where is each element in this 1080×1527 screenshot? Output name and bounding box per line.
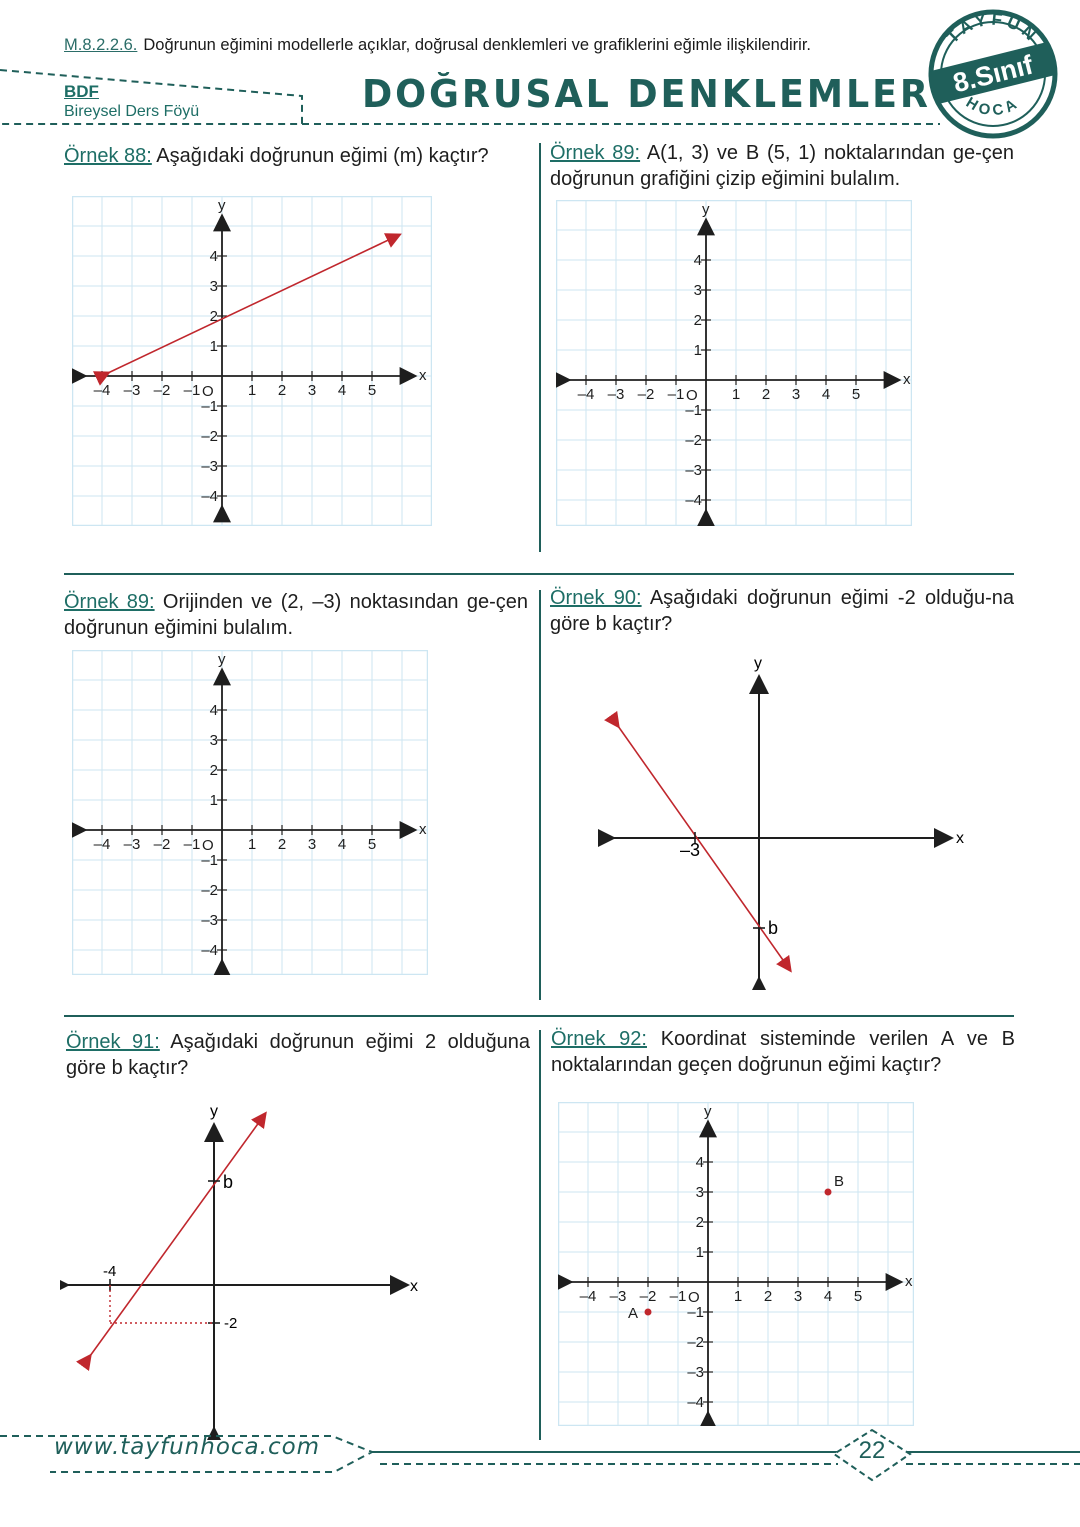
point-b (825, 1189, 832, 1196)
x-axis-label: x (905, 1273, 913, 1290)
y-axis-label: y (704, 1103, 712, 1120)
x-tick-label: 1 (247, 836, 257, 853)
question-91 (66, 1029, 530, 1081)
y-tick-label: 4 (209, 248, 218, 265)
x-axis-label: x (903, 371, 911, 388)
y-tick-label: –3 (201, 458, 218, 475)
x-tick-label: 4 (823, 1288, 833, 1305)
x-tick-label: 2 (277, 836, 287, 853)
x-tick-label: –4 (577, 386, 595, 403)
y-tick-label: –2 (685, 432, 702, 449)
x-axis-label: x (410, 1278, 418, 1295)
y-tick-label: –3 (687, 1364, 704, 1381)
x-tick-label: –2 (153, 836, 171, 853)
objective-text: Doğrunun eğimini modellerle açıklar, doğrusal denklemleri ve grafiklerini eğimle ilişkilendirir. (143, 36, 812, 54)
objective-code: M.8.2.2.6. (64, 36, 138, 54)
grid-border (73, 651, 428, 975)
y-tick-label: 4 (695, 1154, 704, 1171)
question-91-text: Aşağıdaki doğrunun eğimi 2 olduğuna göre b kaçtır? (66, 1031, 530, 1079)
x-tick-label: –1 (183, 382, 201, 399)
y-tick-label: 4 (693, 252, 702, 269)
y-axis-label: y (218, 651, 226, 668)
graph-91 (60, 1100, 440, 1440)
y-tick-label: 2 (209, 762, 218, 779)
y-tick-label: 3 (693, 282, 702, 299)
y-mark-label: -2 (224, 1315, 238, 1332)
x-tick-label: 2 (763, 1288, 773, 1305)
y-tick-label: –2 (201, 428, 218, 445)
doc-type-full: Bireysel Ders Föyü (64, 103, 200, 120)
y-tick-label: –2 (201, 882, 218, 899)
question-91-label: Örnek 91: (66, 1031, 160, 1053)
x-tick-label: –2 (639, 1288, 657, 1305)
x-tick-label: –4 (579, 1288, 597, 1305)
question-90 (550, 585, 1014, 637)
question-89a-text: A(1, 3) ve B (5, 1) noktalarından ge-çen doğrunun grafiğini çizip eğimini bulalım. (550, 142, 1014, 190)
x-tick-label: –4 (93, 382, 111, 399)
y-tick-label: 3 (695, 1184, 704, 1201)
x-tick-label: 5 (367, 382, 377, 399)
y-tick-label: 1 (209, 792, 218, 809)
x-tick-label: –2 (153, 382, 171, 399)
y-tick-label: –4 (201, 942, 218, 959)
y-axis-label: y (754, 655, 762, 672)
question-92-label: Örnek 92: (551, 1028, 647, 1050)
x-tick-label: 4 (337, 836, 347, 853)
y-tick-label: –1 (201, 852, 218, 869)
question-92-text: Koordinat sisteminde verilen A ve B noktalarından geçen doğrunun eğimi kaçtır? (551, 1028, 1015, 1076)
y-tick-label: 2 (209, 308, 218, 325)
question-88-text: Aşağıdaki doğrunun eğimi (m) kaçtır? (151, 145, 489, 167)
graph-92 (558, 1102, 914, 1426)
y-tick-label: –2 (687, 1334, 704, 1351)
question-89a (550, 140, 1014, 192)
grid-border (559, 1103, 914, 1426)
x-tick-label: 1 (247, 382, 257, 399)
origin-label: O (202, 837, 214, 854)
graph-90-line (618, 726, 790, 970)
doc-type: BDF (64, 82, 99, 101)
x-tick-label: –1 (183, 836, 201, 853)
graph-88 (72, 196, 432, 526)
x-tick-label: 2 (277, 382, 287, 399)
y-tick-label: –1 (201, 398, 218, 415)
y-tick-label: –4 (687, 1394, 704, 1411)
x-tick-label: –1 (667, 386, 685, 403)
y-axis-label: y (210, 1103, 218, 1120)
origin-label: O (202, 383, 214, 400)
page-title: DOĞRUSAL DENKLEMLER (362, 72, 931, 116)
y-tick-label: 1 (695, 1244, 704, 1261)
x-tick-label: 1 (733, 1288, 743, 1305)
x-tick-label: 3 (793, 1288, 803, 1305)
question-88-label: Örnek 88: (64, 145, 152, 167)
x-tick-label: 5 (853, 1288, 863, 1305)
x-tick-label: –4 (93, 836, 111, 853)
y-tick-label: –4 (201, 488, 218, 505)
x-axis-label: x (956, 830, 964, 847)
y-tick-label: 3 (209, 278, 218, 295)
graph-90 (598, 650, 978, 990)
x-tick-label: 3 (307, 836, 317, 853)
x-tick-label: 2 (761, 386, 771, 403)
question-90-text: Aşağıdaki doğrunun eğimi -2 olduğu-na göre b kaçtır? (550, 587, 1014, 635)
x-tick-label: –3 (607, 386, 625, 403)
footer-url[interactable]: www.tayfunhoca.com (54, 1434, 321, 1460)
x-mark-label: -4 (103, 1263, 117, 1280)
y-tick-label: 3 (209, 732, 218, 749)
y-tick-label: 1 (693, 342, 702, 359)
question-89b-label: Örnek 89: (64, 591, 155, 613)
x-tick-label: 4 (821, 386, 831, 403)
graph-91-line (90, 1114, 265, 1356)
y-intercept-label: b (223, 1172, 234, 1192)
question-90-label: Örnek 90: (550, 587, 642, 609)
stamp-bottom-text: HOCA (962, 93, 1024, 120)
question-89b-text: Orijinden ve (2, –3) noktasından ge-çen doğrunun eğimini bulalım. (64, 591, 529, 639)
stamp-top-text: TAYFUN (943, 9, 1043, 47)
point-b-label: B (834, 1173, 845, 1190)
page-number: 22 (858, 1437, 886, 1464)
graph-89b (72, 650, 428, 975)
y-axis-label: y (702, 201, 710, 218)
x-axis-label: x (419, 367, 427, 384)
question-89b (64, 589, 528, 641)
x-tick-label: –3 (123, 382, 141, 399)
x-tick-label: 1 (731, 386, 741, 403)
y-axis-label: y (218, 197, 226, 214)
x-tick-label: 3 (791, 386, 801, 403)
y-tick-label: –3 (685, 462, 702, 479)
graph-89a (556, 200, 912, 526)
point-a-label: A (628, 1305, 639, 1322)
x-intercept-label: –3 (680, 840, 701, 860)
x-tick-label: –2 (637, 386, 655, 403)
x-tick-label: –1 (669, 1288, 687, 1305)
origin-label: O (686, 387, 698, 404)
y-intercept-label: b (768, 918, 779, 938)
question-88 (64, 143, 532, 169)
y-tick-label: –1 (687, 1304, 704, 1321)
y-tick-label: –3 (201, 912, 218, 929)
y-tick-label: 4 (209, 702, 218, 719)
x-tick-label: 5 (851, 386, 861, 403)
x-tick-label: 3 (307, 382, 317, 399)
y-tick-label: 2 (695, 1214, 704, 1231)
question-92 (551, 1026, 1015, 1078)
stamp-center-text: 8.Sınıf (950, 49, 1036, 99)
y-tick-label: 1 (209, 338, 218, 355)
x-tick-label: –3 (609, 1288, 627, 1305)
question-89a-label: Örnek 89: (550, 142, 641, 164)
y-tick-label: –4 (685, 492, 702, 509)
x-axis-label: x (419, 821, 427, 838)
grid-border (557, 201, 912, 526)
origin-label: O (688, 1289, 700, 1306)
x-tick-label: 4 (337, 382, 347, 399)
y-tick-label: 2 (693, 312, 702, 329)
x-tick-label: –3 (123, 836, 141, 853)
x-tick-label: 5 (367, 836, 377, 853)
y-tick-label: –1 (685, 402, 702, 419)
point-a (645, 1309, 652, 1316)
